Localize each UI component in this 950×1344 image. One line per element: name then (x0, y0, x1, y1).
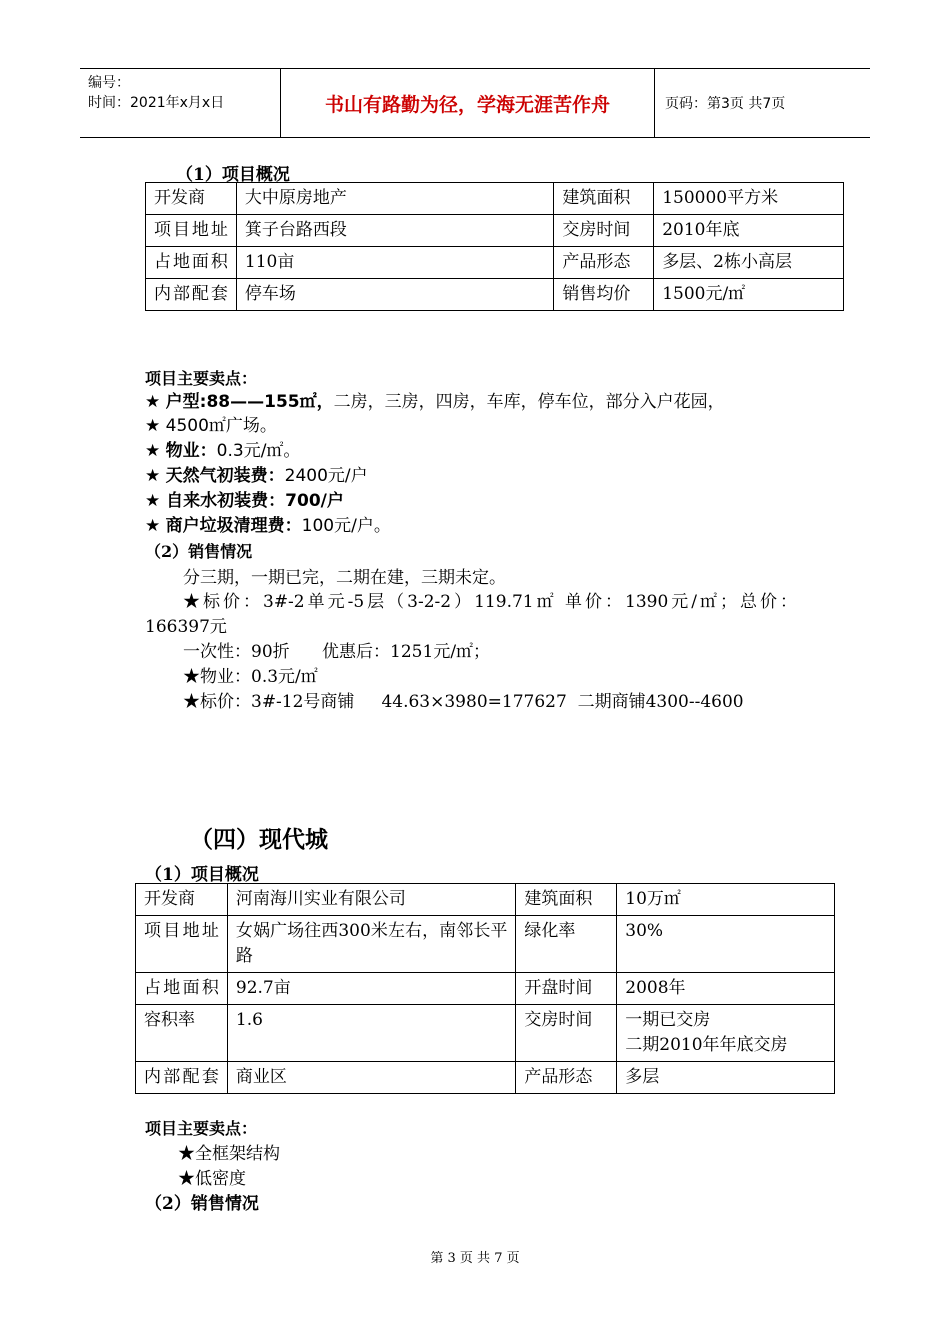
table-cell: 多层、2栋小高层 (654, 247, 844, 279)
s4-sales-heading: （2）销售情况 (145, 1194, 259, 1214)
selling-point (145, 436, 300, 461)
selling-point-text: 二房，三房，四房，车库，停车位，部分入户花园， (333, 392, 725, 412)
table-cell: 产品形态 (554, 247, 654, 279)
table-cell: 商业区 (227, 1062, 516, 1094)
table-cell: 1.6 (227, 1005, 516, 1062)
table-row (136, 1005, 835, 1062)
sales-line: ★物业：0.3元/㎡ (183, 667, 318, 687)
table-cell: 2008年 (617, 973, 835, 1005)
table-cell: 项目地址 (136, 916, 228, 973)
date-text: 时间：2021年x月x日 (88, 95, 225, 111)
table-cell: 占地面积 (146, 247, 237, 279)
table-cell: 1500元/㎡ (654, 279, 844, 311)
number-label: 编号： (88, 75, 130, 91)
selling-point-text: 700/户 (285, 491, 344, 511)
table-cell: 项目地址 (146, 215, 237, 247)
sales-line: 分三期，一期已完，二期在建，三期未定。 (183, 568, 506, 588)
sales-line: ★标价：3#-2单元-5层（3-2-2）119.71㎡ 单价：1390元/㎡；总价： (183, 592, 797, 612)
table-cell: 30% (617, 916, 835, 973)
table-row (146, 183, 844, 215)
table-cell: 一期已交房 二期2010年年底交房 (617, 1005, 835, 1062)
s3-overview-heading: （1）项目概况 (176, 165, 290, 185)
star-icon: ★ (145, 516, 166, 536)
table-row (146, 247, 844, 279)
s4-title: （四）现代城 (190, 826, 328, 853)
selling-point-label: 商户垃圾清理费： (165, 516, 302, 536)
table-cell: 建筑面积 (554, 183, 654, 215)
table-cell: 绿化率 (516, 916, 617, 973)
table-row (136, 916, 835, 973)
table-cell: 开盘时间 (516, 973, 617, 1005)
table-row (136, 884, 835, 916)
header-page-number: 页码：第3页 共7页 (665, 96, 786, 112)
selling-point (145, 486, 344, 511)
selling-point-label: 自来水初装费： (166, 491, 286, 511)
table-row (146, 215, 844, 247)
table-row (136, 973, 835, 1005)
s3-overview-table (145, 182, 844, 311)
table-cell: 开发商 (136, 884, 228, 916)
table-cell: 开发商 (146, 183, 237, 215)
s4-overview-table (135, 883, 835, 1094)
table-cell: 大中原房地产 (236, 183, 553, 215)
s3-selling-heading: 项目主要卖点： (145, 369, 258, 388)
page-footer: 第 3 页 共 7 页 (430, 1251, 520, 1266)
table-cell: 10万㎡ (617, 884, 835, 916)
table-row (146, 279, 844, 311)
sales-line: ★标价：3#-12号商铺 44.63×3980=177627 二期商铺4300--4600 (183, 692, 744, 712)
table-cell: 女娲广场往西300米左右，南邻长平路 (227, 916, 516, 973)
table-cell: 内部配套 (146, 279, 237, 311)
table-cell: 交房时间 (554, 215, 654, 247)
selling-point-label: 天然气初装费： (165, 466, 285, 486)
table-cell: 建筑面积 (516, 884, 617, 916)
table-cell: 箕子台路西段 (236, 215, 553, 247)
table-cell: 2010年底 (654, 215, 844, 247)
selling-point (145, 461, 368, 486)
star-icon: ★ (145, 392, 166, 412)
table-cell: 内部配套 (136, 1062, 228, 1094)
selling-point: ★低密度 (178, 1169, 246, 1189)
selling-point (145, 411, 277, 436)
selling-point-text: 100元/户。 (301, 516, 391, 536)
star-icon: ★ (145, 441, 166, 461)
selling-point-label: 物业： (165, 441, 217, 461)
table-cell: 交房时间 (516, 1005, 617, 1062)
selling-point-label: 户型:88——155㎡， (165, 392, 334, 412)
table-row (136, 1062, 835, 1094)
table-cell: 占地面积 (136, 973, 228, 1005)
s3-sales-heading: （2）销售情况 (145, 542, 253, 561)
sales-line: 166397元 (145, 617, 227, 637)
table-cell: 产品形态 (516, 1062, 617, 1094)
header-left-cell (80, 69, 281, 137)
selling-point-text: 4500㎡广场。 (165, 416, 277, 436)
star-icon: ★ (145, 466, 166, 486)
table-cell: 92.7亩 (227, 973, 516, 1005)
table-cell: 150000平方米 (654, 183, 844, 215)
selling-point (145, 387, 725, 412)
selling-point-text: 2400元/户 (284, 466, 368, 486)
page-header (80, 68, 870, 138)
star-icon: ★ (145, 491, 167, 511)
table-cell: 河南海川实业有限公司 (227, 884, 516, 916)
selling-point-text: 0.3元/㎡。 (216, 441, 301, 461)
selling-point (145, 511, 391, 536)
table-cell: 容积率 (136, 1005, 228, 1062)
header-motto: 书山有路勤为径，学海无涯苦作舟 (281, 69, 655, 137)
table-cell: 110亩 (236, 247, 553, 279)
table-cell: 销售均价 (554, 279, 654, 311)
s4-overview-heading: （1）项目概况 (145, 865, 259, 885)
table-cell: 停车场 (236, 279, 553, 311)
star-icon: ★ (145, 416, 166, 436)
sales-line: 一次性：90折 优惠后：1251元/㎡； (183, 642, 491, 662)
table-cell: 多层 (617, 1062, 835, 1094)
s4-selling-heading: 项目主要卖点： (145, 1119, 258, 1138)
selling-point: ★全框架结构 (178, 1144, 280, 1164)
